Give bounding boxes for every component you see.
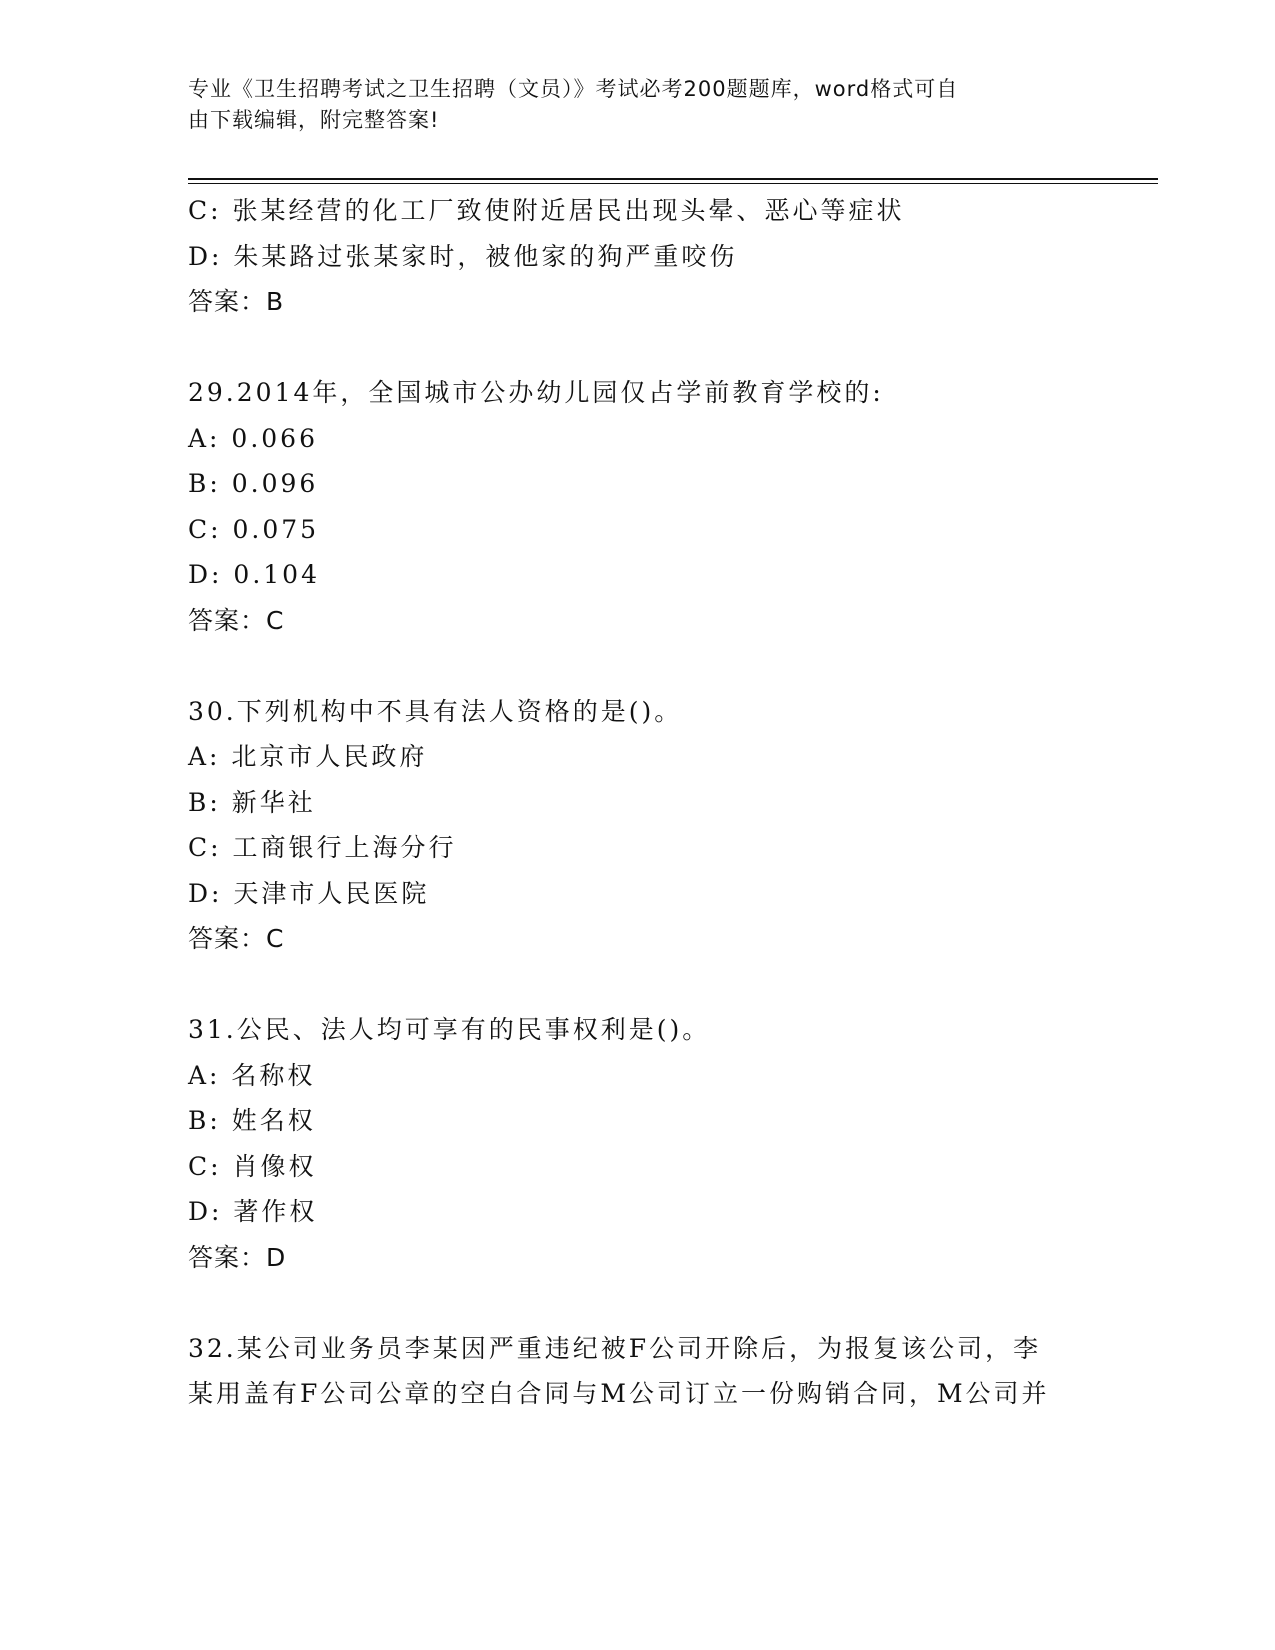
option-d: D: 天津市人民医院: [188, 878, 430, 908]
header-divider-thin: [188, 183, 1158, 184]
answer-label: 答案：B: [188, 287, 285, 316]
question-list: [188, 188, 1108, 1417]
option-d: D: 朱某路过张某家时，被他家的狗严重咬伤: [188, 241, 738, 271]
document-header: [188, 74, 1068, 136]
option-c: C: 张某经营的化工厂致使附近居民出现头晕、恶心等症状: [188, 196, 905, 225]
answer-label: 答案：D: [188, 1242, 287, 1272]
header-line-2: 由下载编辑，附完整答案!: [188, 108, 440, 132]
question-text: 29.2014年，全国城市公办幼儿园仅占学前教育学校的:: [188, 378, 884, 407]
option-a: A: 名称权: [188, 1060, 316, 1090]
question-text-line-1: 32.某公司业务员李某因严重违纪被F公司开除后，为报复该公司，李: [188, 1333, 1042, 1363]
question-31: [188, 1007, 1108, 1280]
option-a: A: 0.066: [188, 423, 318, 453]
spacer: [188, 1280, 1108, 1326]
answer-label: 答案：C: [188, 924, 285, 953]
question-30: [188, 689, 1108, 962]
question-text: 30.下列机构中不具有法人资格的是()。: [188, 696, 683, 726]
option-b: B: 0.096: [188, 469, 319, 498]
option-d: D: 0.104: [188, 560, 320, 589]
question-text-line-2: 某用盖有F公司公章的空白合同与M公司订立一份购销合同，M公司并: [188, 1379, 1050, 1408]
spacer: [188, 962, 1108, 1008]
option-d: D: 著作权: [188, 1197, 318, 1226]
answer-label: 答案：C: [188, 605, 285, 635]
option-b: B: 新华社: [188, 787, 316, 817]
spacer: [188, 325, 1108, 371]
option-c: C: 肖像权: [188, 1151, 317, 1181]
question-text: 31.公民、法人均可享有的民事权利是()。: [188, 1015, 711, 1044]
option-b: B: 姓名权: [188, 1106, 316, 1135]
option-a: A: 北京市人民政府: [188, 742, 428, 771]
option-c: C: 0.075: [188, 514, 320, 544]
question-28-tail: [188, 188, 1108, 325]
question-29: [188, 370, 1108, 643]
option-c: C: 工商银行上海分行: [188, 833, 457, 862]
header-line-1: 专业《卫生招聘考试之卫生招聘（文员）》考试必考200题题库，word格式可自: [188, 77, 959, 101]
question-32: [188, 1326, 1108, 1417]
spacer: [188, 643, 1108, 689]
header-divider-thick: [188, 178, 1158, 180]
